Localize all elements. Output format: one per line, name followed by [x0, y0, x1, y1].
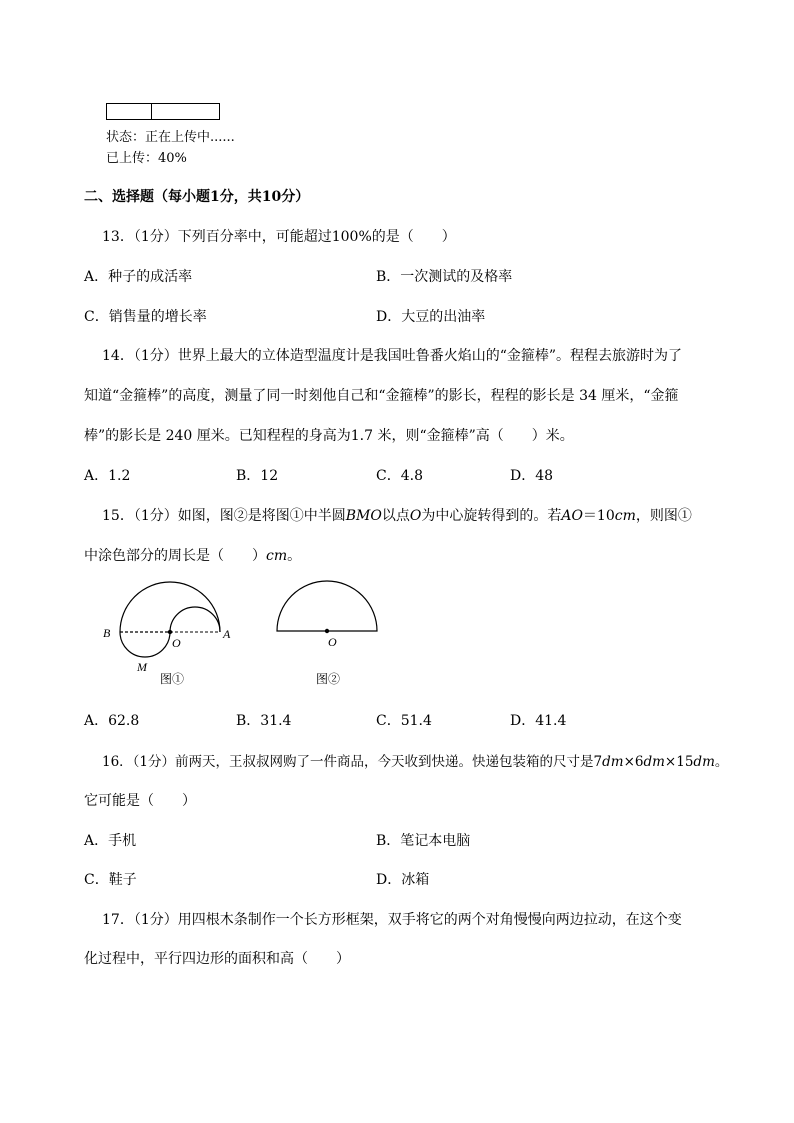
- upload-percent: 已上传：40%: [106, 151, 187, 166]
- figure-1: [103, 582, 231, 686]
- section-title: 二、选择题（每小题1分，共10分）: [84, 189, 310, 205]
- question-15-line2: [84, 545, 301, 565]
- q16-option-d[interactable]: D．冰箱: [376, 872, 430, 888]
- q15-option-c[interactable]: C．51.4: [376, 713, 432, 729]
- q16-text-c: ×6: [623, 754, 644, 770]
- figure-1-center-dot: [168, 630, 172, 634]
- upload-progress-fill: [107, 104, 152, 119]
- q14-option-c[interactable]: C．4.8: [376, 468, 423, 484]
- question-16-line1: [102, 750, 728, 770]
- figure-1-label-a: A: [223, 627, 231, 641]
- figure-2-center-dot: [325, 629, 329, 633]
- q15-text-f: AO: [561, 508, 583, 524]
- q15-text-c: 以点: [381, 508, 410, 524]
- question-13-stem: 13．（1分）下列百分率中，可能超过100%的是（ ）: [102, 229, 456, 245]
- q15-text-g: ＝10: [582, 508, 615, 524]
- question-14-line1: 14．（1分）世界上最大的立体造型温度计是我国吐鲁番火焰山的“金箍棒”。程程去旅游时为了: [102, 348, 683, 364]
- figure-1-upper-small-arc: [170, 607, 220, 632]
- question-17-line2: 化过程中，平行四边形的面积和高（ ）: [84, 951, 350, 967]
- figure-2-caption: 图②: [316, 672, 341, 686]
- q15-text-l2c: 。: [287, 548, 302, 564]
- figure-1-label-m: M: [137, 660, 147, 674]
- q15-text-a: 15．（1分）如图，图②是将图①中半圆: [102, 508, 346, 524]
- q13-option-b[interactable]: B．一次测试的及格率: [376, 269, 513, 285]
- q13-option-d[interactable]: D．大豆的出油率: [376, 309, 486, 325]
- question-15-line1: [102, 505, 692, 525]
- q14-option-b[interactable]: B．12: [236, 468, 279, 484]
- q16-option-b[interactable]: B．笔记本电脑: [376, 833, 471, 849]
- q15-text-l2a: 中涂色部分的周长是（ ）: [84, 548, 266, 564]
- q16-text-a: 16．（1分）前两天，王叔叔网购了一件商品，今天收到快递。快递包装箱的尺寸是7: [102, 754, 603, 770]
- figure-1-label-o: O: [172, 636, 181, 650]
- q15-option-a[interactable]: A．62.8: [84, 713, 140, 729]
- q14-option-a[interactable]: A．1.2: [84, 468, 131, 484]
- upload-progress-bar: [106, 103, 220, 120]
- q16-text-d: dm: [643, 754, 665, 770]
- q15-text-d: O: [409, 508, 422, 524]
- figure-1-label-b: B: [103, 626, 111, 640]
- figure-2-label-o: O: [328, 635, 337, 649]
- question-17-line1: 17．（1分）用四根木条制作一个长方形框架，双手将它的两个对角慢慢向两边拉动，在这个变: [102, 912, 682, 928]
- figure-1-caption: 图①: [160, 672, 185, 686]
- q16-option-a[interactable]: A．手机: [84, 833, 137, 849]
- upload-status: 状态：正在上传中......: [106, 130, 235, 145]
- question-14-line2: 知道“金箍棒”的高度，测量了同一时刻他自己和“金箍棒”的影长，程程的影长是 34 厘米，“金箍: [84, 388, 679, 404]
- q16-text-e: ×15: [664, 754, 694, 770]
- q15-figures: [100, 576, 400, 691]
- q15-text-e: 为中心旋转得到的。若: [421, 508, 562, 524]
- figure-1-lower-small-arc: [120, 632, 170, 657]
- question-14-line3: 棒”的影长是 240 厘米。已知程程的身高为1.7 米，则“金箍棒”高（ ）米。: [84, 428, 574, 444]
- figure-2: [277, 581, 377, 686]
- q16-text-b: dm: [602, 754, 624, 770]
- figure-1-big-arc: [120, 582, 220, 632]
- q13-option-a[interactable]: A．种子的成活率: [84, 269, 193, 285]
- q15-text-l2b: cm: [266, 548, 288, 564]
- q15-text-i: ，则图①: [635, 508, 692, 524]
- q14-option-d[interactable]: D．48: [510, 468, 554, 484]
- q16-text-g: 。: [714, 754, 729, 770]
- q16-option-c[interactable]: C．鞋子: [84, 872, 137, 888]
- question-16-line2: 它可能是（ ）: [84, 793, 196, 809]
- q15-text-b: BMO: [345, 508, 382, 524]
- q15-option-b[interactable]: B．31.4: [236, 713, 292, 729]
- q15-text-h: cm: [614, 508, 636, 524]
- q16-text-f: dm: [693, 754, 715, 770]
- figure-2-semicircle: [277, 581, 377, 631]
- q15-option-d[interactable]: D．41.4: [510, 713, 567, 729]
- q13-option-c[interactable]: C．销售量的增长率: [84, 309, 207, 325]
